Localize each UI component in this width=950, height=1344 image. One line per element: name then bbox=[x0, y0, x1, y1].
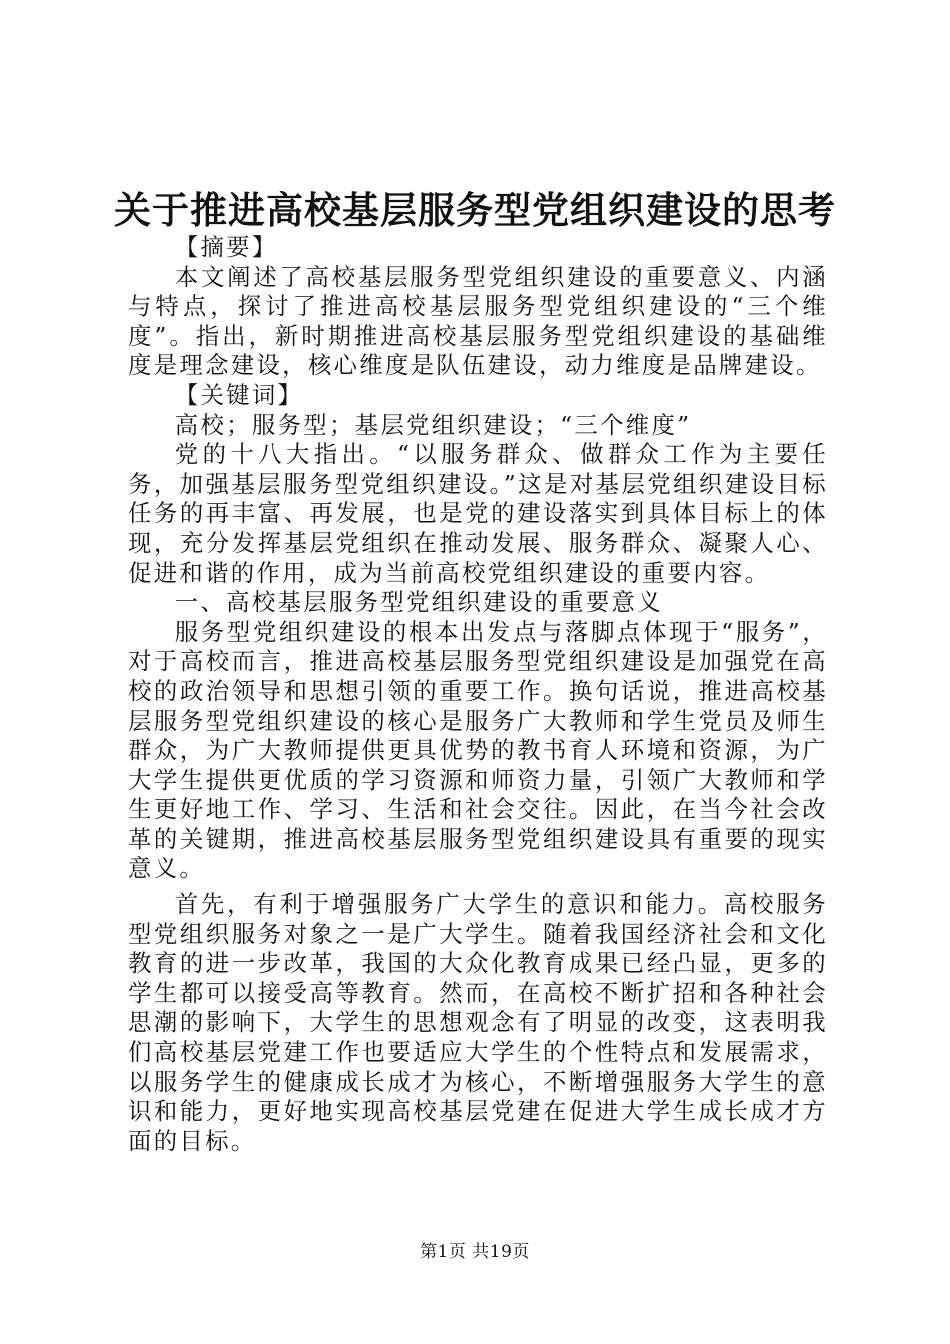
keywords-label: 【关键词】 bbox=[174, 380, 304, 409]
intro-paragraph: 党的十八大指出。“以服务群众、做群众工作为主要任务，加强基层服务型党组织建设。”这是对基层党组织建设目标任务的再丰富、再发展，也是党的建设落实到具体目标上的体现，充分发挥基层党组织在推动发展、服务群众、凝聚人心、促进和谐的作用，成为当前高校党组织建设的重要内容。 bbox=[128, 440, 828, 587]
abstract-text: 本文阐述了高校基层服务型党组织建设的重要意义、内涵与特点，探讨了推进高校基层服务型党组织建设的“三个维度”。指出，新时期推进高校基层服务型党组织建设的基础维度是理念建设，核心维度是队伍建设，动力维度是品牌建设。 bbox=[128, 262, 828, 380]
section-paragraph: 首先，有利于增强服务广大学生的意识和能力。高校服务型党组织服务对象之一是广大学生。随着我国经济社会和文化教育的进一步改革，我国的大众化教育成果已经凸显，更多的学生都可以接受高等教育。然而，在高校不断扩招和各种社会思潮的影响下，大学生的思想观念有了明显的改变，这表明我们高校基层党建工作也要适应大学生的个性特点和发展需求，以服务学生的健康成长成才为核心，不断增强服务大学生的意识和能力，更好地实现高校基层党建在促进大学生成长成才方面的目标。 bbox=[128, 890, 828, 1155]
abstract-label: 【摘要】 bbox=[174, 233, 278, 261]
keywords-text: 高校；服务型；基层党组织建设；“三个维度” bbox=[174, 410, 692, 439]
section-heading: 一、高校基层服务型党组织建设的重要意义 bbox=[174, 588, 663, 617]
page-number-footer: 第1页 共19页 bbox=[420, 1242, 530, 1262]
section-paragraph: 服务型党组织建设的根本出发点与落脚点体现于“服务”，对于高校而言，推进高校基层服务型党组织建设是加强党在高校的政治领导和思想引领的重要工作。换句话说，推进高校基层服务型党组织建设的核心是服务广大教师和学生党员及师生群众，为广大教师提供更具优势的教书育人环境和资源，为广大学生提供更优质的学习资源和师资力量，引领广大教师和学生更好地工作、学习、生活和社会交往。因此，在当今社会改革的关键期，推进高校基层服务型党组织建设具有重要的现实意义。 bbox=[128, 617, 828, 883]
document-body bbox=[128, 233, 828, 1156]
document-title: 关于推进高校基层服务型党组织建设的思考 bbox=[114, 188, 836, 232]
